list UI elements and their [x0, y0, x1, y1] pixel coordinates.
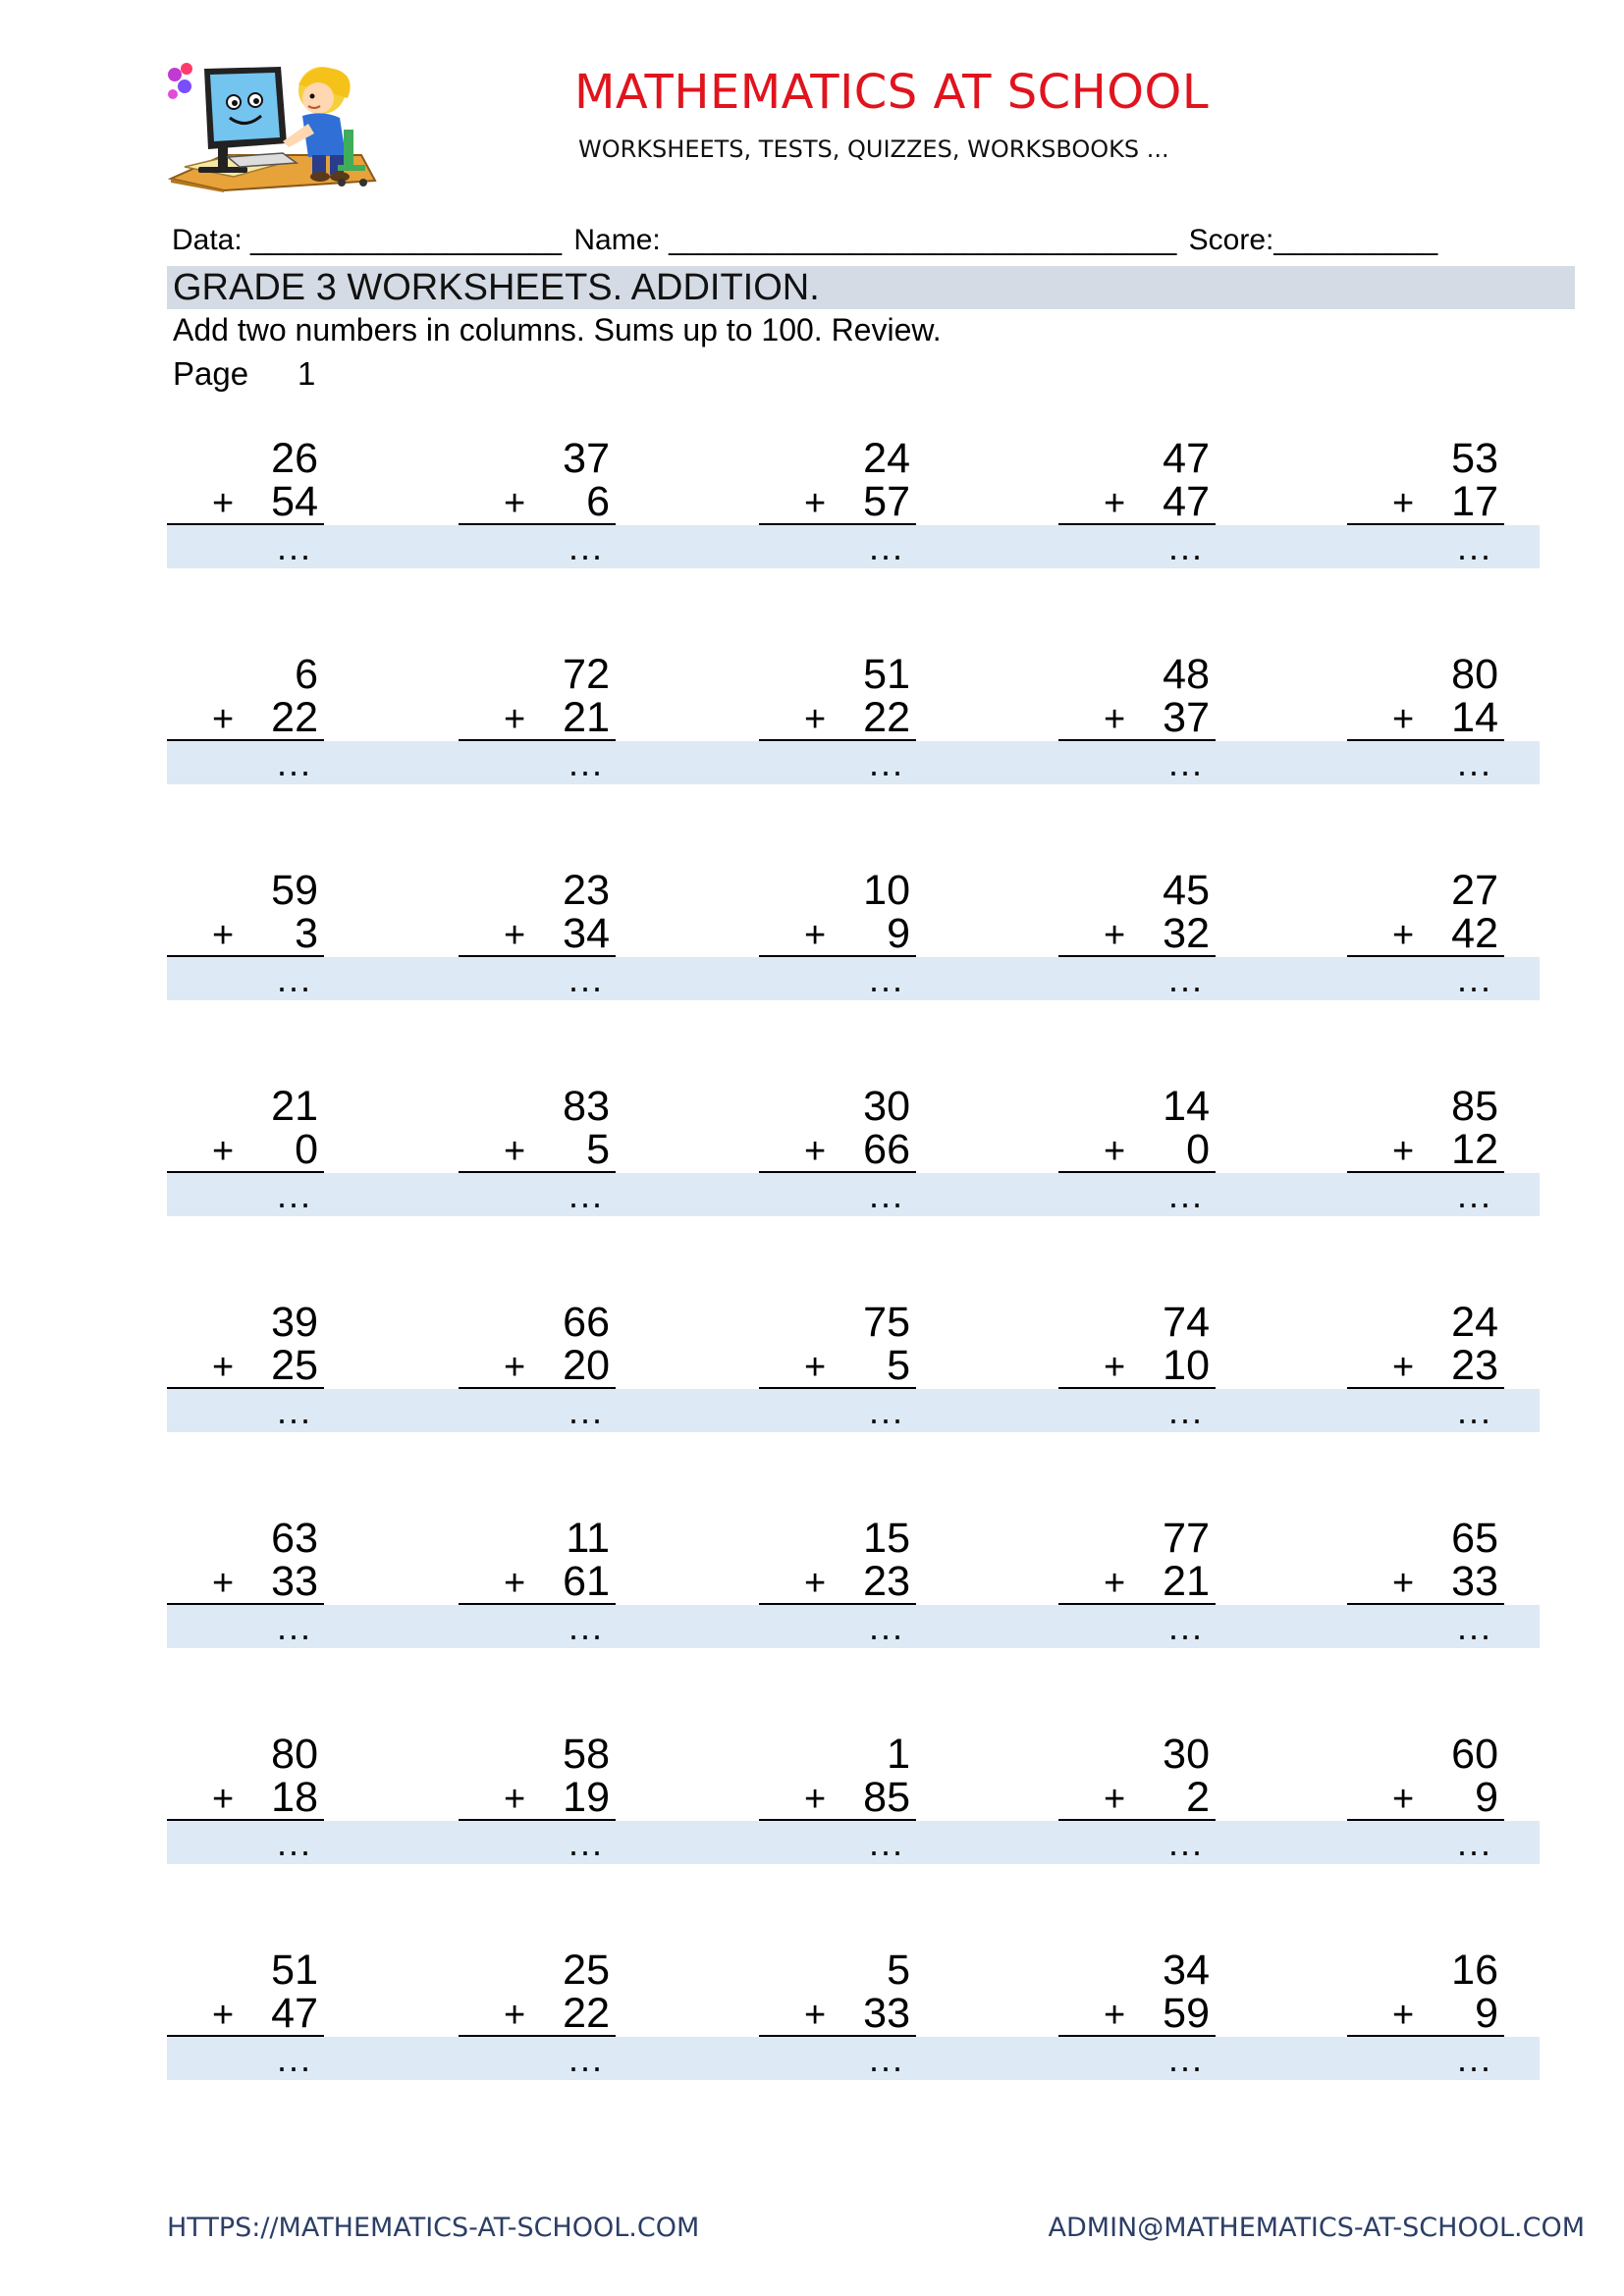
footer-email-link[interactable]: ADMIN@MATHEMATICS-AT-SCHOOL.COM — [1048, 2213, 1585, 2243]
addition-problem — [1347, 1300, 1504, 1447]
addend-top: 80 — [1451, 651, 1498, 698]
answer-placeholder[interactable]: ... — [868, 527, 904, 567]
addend-bottom: 22 — [863, 694, 910, 741]
addition-problem — [459, 1300, 616, 1447]
sum-line — [1058, 955, 1216, 957]
addition-problem — [459, 652, 616, 799]
plus-sign: + — [1392, 1779, 1415, 1820]
addend-bottom: 6 — [586, 478, 610, 525]
sum-line — [1058, 1171, 1216, 1173]
sum-line — [759, 2035, 916, 2037]
addend-top: 66 — [563, 1299, 610, 1346]
addition-problem — [459, 868, 616, 1015]
addend-bottom: 17 — [1451, 478, 1498, 525]
plus-sign: + — [1392, 483, 1415, 524]
answer-placeholder[interactable]: ... — [276, 1823, 312, 1863]
addend-top: 59 — [271, 867, 318, 914]
sum-line — [759, 739, 916, 741]
addend-top: 21 — [271, 1083, 318, 1130]
plus-sign: + — [1392, 1131, 1415, 1172]
addend-top: 10 — [863, 867, 910, 914]
addition-problem — [759, 868, 916, 1015]
addend-bottom: 5 — [887, 1342, 910, 1389]
addend-top: 6 — [295, 651, 318, 698]
answer-placeholder[interactable]: ... — [868, 1823, 904, 1863]
addition-problem — [459, 1732, 616, 1879]
addition-problem — [167, 652, 324, 799]
sum-line — [167, 1171, 324, 1173]
addend-top: 11 — [566, 1515, 610, 1562]
addend-top: 63 — [271, 1515, 318, 1562]
sum-line — [459, 1171, 616, 1173]
addend-bottom: 0 — [295, 1126, 318, 1173]
addend-top: 45 — [1163, 867, 1210, 914]
plus-sign: + — [804, 1131, 827, 1172]
addition-problem — [1058, 1300, 1216, 1447]
sum-line — [167, 2035, 324, 2037]
sum-line — [1347, 2035, 1504, 2037]
sum-line — [1347, 1603, 1504, 1605]
answer-placeholder[interactable]: ... — [1456, 959, 1492, 999]
sum-line — [167, 1603, 324, 1605]
addend-top: 51 — [863, 651, 910, 698]
answer-placeholder[interactable]: ... — [1167, 1823, 1204, 1863]
addend-top: 65 — [1451, 1515, 1498, 1562]
answer-placeholder[interactable]: ... — [1167, 2039, 1204, 2079]
addition-problem — [459, 1084, 616, 1231]
plus-sign: + — [212, 915, 235, 956]
addend-top: 75 — [863, 1299, 910, 1346]
plus-sign: + — [212, 1347, 235, 1388]
addition-problem — [1058, 868, 1216, 1015]
addition-problem — [1347, 436, 1504, 583]
site-subtitle: WORKSHEETS, TESTS, QUIZZES, WORKSBOOKS ... — [578, 135, 1169, 163]
plus-sign: + — [1104, 1779, 1126, 1820]
addend-top: 47 — [1163, 435, 1210, 482]
answer-placeholder[interactable]: ... — [1167, 743, 1204, 783]
addend-bottom: 33 — [271, 1558, 318, 1605]
addend-top: 34 — [1163, 1947, 1210, 1994]
addition-problem — [167, 868, 324, 1015]
addend-bottom: 32 — [1163, 910, 1210, 957]
addend-bottom: 66 — [863, 1126, 910, 1173]
addend-top: 30 — [863, 1083, 910, 1130]
sum-line — [759, 1819, 916, 1821]
addend-top: 25 — [563, 1947, 610, 1994]
score-field[interactable]: Score:__________ — [1188, 224, 1438, 256]
answer-placeholder[interactable]: ... — [1456, 1391, 1492, 1431]
sum-line — [167, 955, 324, 957]
answer-placeholder[interactable]: ... — [276, 527, 312, 567]
answer-placeholder[interactable]: ... — [868, 743, 904, 783]
plus-sign: + — [804, 915, 827, 956]
sum-line — [1058, 739, 1216, 741]
addend-bottom: 0 — [1186, 1126, 1210, 1173]
addend-bottom: 23 — [1451, 1342, 1498, 1389]
addend-bottom: 85 — [863, 1774, 910, 1821]
plus-sign: + — [504, 1131, 526, 1172]
addend-top: 16 — [1451, 1947, 1498, 1994]
sum-line — [459, 1819, 616, 1821]
sum-line — [759, 1387, 916, 1389]
sum-line — [459, 739, 616, 741]
addend-bottom: 10 — [1163, 1342, 1210, 1389]
addend-top: 5 — [887, 1947, 910, 1994]
plus-sign: + — [1104, 1131, 1126, 1172]
sum-line — [759, 955, 916, 957]
addend-top: 37 — [563, 435, 610, 482]
sum-line — [459, 1603, 616, 1605]
addend-top: 26 — [271, 435, 318, 482]
plus-sign: + — [212, 1779, 235, 1820]
plus-sign: + — [1104, 915, 1126, 956]
addend-top: 74 — [1163, 1299, 1210, 1346]
addend-bottom: 34 — [563, 910, 610, 957]
answer-placeholder[interactable]: ... — [276, 1607, 312, 1647]
sum-line — [1347, 739, 1504, 741]
plus-sign: + — [504, 1347, 526, 1388]
addend-top: 24 — [1451, 1299, 1498, 1346]
sum-line — [459, 2035, 616, 2037]
addend-top: 53 — [1451, 435, 1498, 482]
addend-top: 27 — [1451, 867, 1498, 914]
plus-sign: + — [1104, 1347, 1126, 1388]
addend-top: 83 — [563, 1083, 610, 1130]
answer-placeholder[interactable]: ... — [868, 1175, 904, 1215]
plus-sign: + — [212, 1131, 235, 1172]
site-title: MATHEMATICS AT SCHOOL — [574, 65, 1210, 120]
plus-sign: + — [1104, 1563, 1126, 1604]
footer-website-link[interactable]: HTTPS://MATHEMATICS-AT-SCHOOL.COM — [167, 2213, 700, 2243]
answer-placeholder[interactable]: ... — [1456, 527, 1492, 567]
addend-top: 80 — [271, 1731, 318, 1778]
addend-top: 1 — [887, 1731, 910, 1778]
addend-bottom: 21 — [563, 694, 610, 741]
addition-problem — [167, 1948, 324, 2095]
addition-problem — [167, 1516, 324, 1663]
answer-placeholder[interactable]: ... — [568, 1175, 604, 1215]
plus-sign: + — [504, 699, 526, 740]
addition-problem — [1347, 1948, 1504, 2095]
addition-problem — [759, 1300, 916, 1447]
addend-bottom: 3 — [295, 910, 318, 957]
addend-bottom: 19 — [563, 1774, 610, 1821]
addend-top: 39 — [271, 1299, 318, 1346]
addend-bottom: 47 — [271, 1990, 318, 2037]
addition-problem — [759, 652, 916, 799]
addend-bottom: 23 — [863, 1558, 910, 1605]
plus-sign: + — [1392, 699, 1415, 740]
addend-bottom: 18 — [271, 1774, 318, 1821]
plus-sign: + — [1392, 1995, 1415, 2036]
plus-sign: + — [804, 1995, 827, 2036]
plus-sign: + — [1104, 483, 1126, 524]
addition-problem — [459, 1516, 616, 1663]
sum-line — [1058, 2035, 1216, 2037]
sum-line — [459, 523, 616, 525]
addend-bottom: 9 — [887, 910, 910, 957]
addition-problem — [459, 436, 616, 583]
addition-problem — [1058, 1516, 1216, 1663]
addend-bottom: 21 — [1163, 1558, 1210, 1605]
addition-problem — [459, 1948, 616, 2095]
addition-problem — [1347, 652, 1504, 799]
plus-sign: + — [804, 483, 827, 524]
answer-placeholder[interactable]: ... — [868, 959, 904, 999]
addend-bottom: 12 — [1451, 1126, 1498, 1173]
addition-problem — [1347, 1516, 1504, 1663]
sum-line — [1058, 523, 1216, 525]
addition-problem — [1347, 868, 1504, 1015]
answer-placeholder[interactable]: ... — [1456, 1823, 1492, 1863]
date-field[interactable]: Data: ___________________ — [172, 224, 563, 256]
sum-line — [1347, 1387, 1504, 1389]
answer-placeholder[interactable]: ... — [276, 1175, 312, 1215]
addition-problem — [1347, 1732, 1504, 1879]
plus-sign: + — [1392, 1563, 1415, 1604]
answer-placeholder[interactable]: ... — [276, 959, 312, 999]
sum-line — [1347, 1171, 1504, 1173]
plus-sign: + — [1392, 1347, 1415, 1388]
sum-line — [167, 1819, 324, 1821]
addend-bottom: 20 — [563, 1342, 610, 1389]
addend-top: 15 — [863, 1515, 910, 1562]
addition-problem — [167, 1300, 324, 1447]
addend-top: 14 — [1163, 1083, 1210, 1130]
addition-problem — [1058, 652, 1216, 799]
addend-top: 85 — [1451, 1083, 1498, 1130]
answer-placeholder[interactable]: ... — [276, 743, 312, 783]
answer-placeholder[interactable]: ... — [568, 959, 604, 999]
plus-sign: + — [804, 1779, 827, 1820]
sum-line — [759, 523, 916, 525]
answer-placeholder[interactable]: ... — [568, 527, 604, 567]
answer-placeholder[interactable]: ... — [1167, 1607, 1204, 1647]
answer-placeholder[interactable]: ... — [568, 743, 604, 783]
addend-bottom: 5 — [586, 1126, 610, 1173]
addition-problem — [759, 1516, 916, 1663]
addend-bottom: 25 — [271, 1342, 318, 1389]
addend-bottom: 22 — [563, 1990, 610, 2037]
addend-top: 51 — [271, 1947, 318, 1994]
plus-sign: + — [504, 1779, 526, 1820]
addition-problem — [1347, 1084, 1504, 1231]
addition-problem — [1058, 1084, 1216, 1231]
answer-placeholder[interactable]: ... — [868, 1607, 904, 1647]
addend-bottom: 9 — [1475, 1990, 1498, 2037]
addition-problem — [167, 436, 324, 583]
plus-sign: + — [1392, 915, 1415, 956]
plus-sign: + — [212, 483, 235, 524]
addend-bottom: 33 — [863, 1990, 910, 2037]
page-number: 1 — [298, 355, 316, 392]
page-label: Page — [173, 355, 249, 392]
answer-placeholder[interactable]: ... — [568, 1607, 604, 1647]
plus-sign: + — [1104, 1995, 1126, 2036]
answer-placeholder[interactable]: ... — [1167, 959, 1204, 999]
answer-placeholder[interactable]: ... — [1167, 527, 1204, 567]
addend-bottom: 37 — [1163, 694, 1210, 741]
sum-line — [1058, 1819, 1216, 1821]
addend-top: 72 — [563, 651, 610, 698]
addend-bottom: 14 — [1451, 694, 1498, 741]
addend-top: 23 — [563, 867, 610, 914]
plus-sign: + — [212, 1995, 235, 2036]
plus-sign: + — [1104, 699, 1126, 740]
sum-line — [167, 739, 324, 741]
plus-sign: + — [504, 483, 526, 524]
plus-sign: + — [504, 1995, 526, 2036]
addend-top: 60 — [1451, 1731, 1498, 1778]
addend-bottom: 42 — [1451, 910, 1498, 957]
answer-placeholder[interactable]: ... — [868, 1391, 904, 1431]
plus-sign: + — [212, 1563, 235, 1604]
answer-placeholder[interactable]: ... — [868, 2039, 904, 2079]
addend-bottom: 2 — [1186, 1774, 1210, 1821]
sum-line — [459, 1387, 616, 1389]
addition-problem — [1058, 1732, 1216, 1879]
answer-placeholder[interactable]: ... — [1167, 1175, 1204, 1215]
plus-sign: + — [504, 1563, 526, 1604]
answer-placeholder[interactable]: ... — [1456, 2039, 1492, 2079]
plus-sign: + — [504, 915, 526, 956]
plus-sign: + — [804, 1347, 827, 1388]
answer-placeholder[interactable]: ... — [1167, 1391, 1204, 1431]
answer-placeholder[interactable]: ... — [568, 1823, 604, 1863]
sum-line — [759, 1171, 916, 1173]
addend-top: 77 — [1163, 1515, 1210, 1562]
answer-placeholder[interactable]: ... — [1456, 1607, 1492, 1647]
instructions: Add two numbers in columns. Sums up to 100. Review. — [173, 312, 942, 347]
answer-placeholder[interactable]: ... — [276, 1391, 312, 1431]
answer-placeholder[interactable]: ... — [1456, 1175, 1492, 1215]
addend-top: 48 — [1163, 651, 1210, 698]
addend-bottom: 57 — [863, 478, 910, 525]
name-field[interactable]: Name: _______________________________ — [573, 224, 1177, 256]
plus-sign: + — [804, 1563, 827, 1604]
answer-placeholder[interactable]: ... — [568, 2039, 604, 2079]
sum-line — [1347, 955, 1504, 957]
sum-line — [1347, 1819, 1504, 1821]
addend-top: 30 — [1163, 1731, 1210, 1778]
plus-sign: + — [212, 699, 235, 740]
answer-placeholder[interactable]: ... — [568, 1391, 604, 1431]
addend-top: 24 — [863, 435, 910, 482]
addend-bottom: 59 — [1163, 1990, 1210, 2037]
sum-line — [167, 523, 324, 525]
answer-placeholder[interactable]: ... — [1456, 743, 1492, 783]
addend-bottom: 22 — [271, 694, 318, 741]
sum-line — [759, 1603, 916, 1605]
addend-bottom: 33 — [1451, 1558, 1498, 1605]
addend-top: 58 — [563, 1731, 610, 1778]
sum-line — [1058, 1603, 1216, 1605]
plus-sign: + — [804, 699, 827, 740]
addition-problem — [1058, 1948, 1216, 2095]
addition-problem — [759, 1084, 916, 1231]
addition-problem — [759, 1732, 916, 1879]
addition-problem — [759, 436, 916, 583]
grade-title: GRADE 3 WORKSHEETS. ADDITION. — [173, 267, 820, 308]
answer-placeholder[interactable]: ... — [276, 2039, 312, 2079]
sum-line — [167, 1387, 324, 1389]
sum-line — [459, 955, 616, 957]
addition-problem — [1058, 436, 1216, 583]
addition-problem — [167, 1732, 324, 1879]
addend-bottom: 47 — [1163, 478, 1210, 525]
addend-bottom: 54 — [271, 478, 318, 525]
sum-line — [1347, 523, 1504, 525]
addition-problem — [759, 1948, 916, 2095]
addend-bottom: 9 — [1475, 1774, 1498, 1821]
sum-line — [1058, 1387, 1216, 1389]
addition-problem — [167, 1084, 324, 1231]
addend-bottom: 61 — [563, 1558, 610, 1605]
